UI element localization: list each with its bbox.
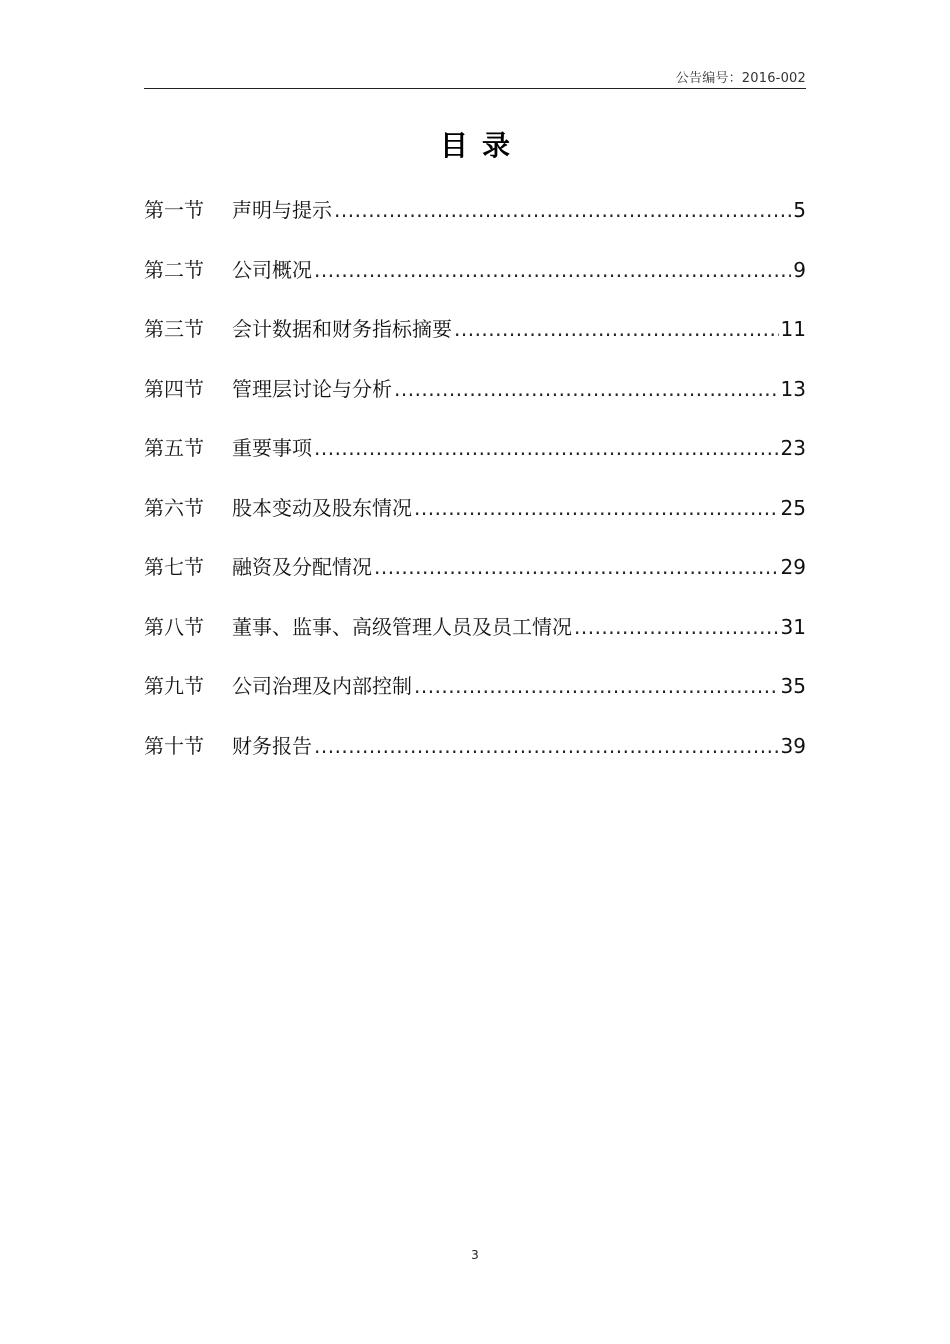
toc-entry-title: 财务报告 [232,733,312,758]
toc-section-label: 第三节 [144,317,204,341]
toc-entry-title: 公司概况 [232,257,312,282]
toc-page-number: 35 [780,674,806,698]
toc-entry-title: 声明与提示 [232,198,332,222]
toc-section-label: 第二节 [144,257,204,282]
toc-dot-leader [314,428,779,468]
toc-entry-8[interactable] [144,607,806,667]
toc-page-number: 13 [780,376,806,401]
toc-page-number: 11 [780,317,806,341]
toc-entry-3[interactable] [144,309,806,369]
toc-entry-5[interactable] [144,428,806,488]
announcement-number: 公告编号：2016-002 [675,71,806,86]
toc-dot-leader [454,309,779,349]
toc-entry-title: 董事、监事、高级管理人员及员工情况 [232,614,572,639]
toc-section-label: 第九节 [144,674,204,698]
page-title: 目录 [439,129,524,162]
toc-section-label: 第五节 [144,436,204,460]
toc-dot-leader [314,250,791,290]
toc-entry-4[interactable] [144,369,806,429]
header-divider [144,88,806,89]
toc-page-number: 9 [793,257,806,282]
toc-page-number: 5 [793,198,806,222]
toc-entry-7[interactable] [144,547,806,607]
toc-page-number: 31 [780,614,806,639]
toc-section-label: 第一节 [144,198,204,222]
toc-entry-1[interactable] [144,190,806,250]
toc-entry-9[interactable] [144,666,806,726]
toc-entry-6[interactable] [144,488,806,548]
toc-page-number: 23 [780,436,806,460]
toc-dot-leader [414,488,779,528]
toc-entry-title: 管理层讨论与分析 [232,376,392,401]
toc-dot-leader [314,726,779,766]
toc-entry-10[interactable] [144,726,806,786]
toc-entry-title: 会计数据和财务指标摘要 [232,317,452,341]
toc-page-number: 39 [780,733,806,758]
toc-page-number: 25 [780,495,806,520]
toc-section-label: 第六节 [144,495,204,520]
toc-entry-title: 重要事项 [232,436,312,460]
toc-dot-leader [334,190,791,230]
toc-entry-title: 融资及分配情况 [232,555,372,579]
toc-dot-leader [574,607,779,647]
page-number: 3 [471,1248,479,1262]
table-of-contents [144,190,806,785]
toc-section-label: 第八节 [144,614,204,639]
toc-dot-leader [374,547,779,587]
toc-dot-leader [394,369,779,409]
toc-page-number: 29 [780,555,806,579]
toc-section-label: 第七节 [144,555,204,579]
toc-section-label: 第十节 [144,733,204,758]
toc-section-label: 第四节 [144,376,204,401]
toc-entry-2[interactable] [144,250,806,310]
toc-entry-title: 公司治理及内部控制 [232,674,412,698]
toc-entry-title: 股本变动及股东情况 [232,495,412,520]
toc-dot-leader [414,666,779,706]
